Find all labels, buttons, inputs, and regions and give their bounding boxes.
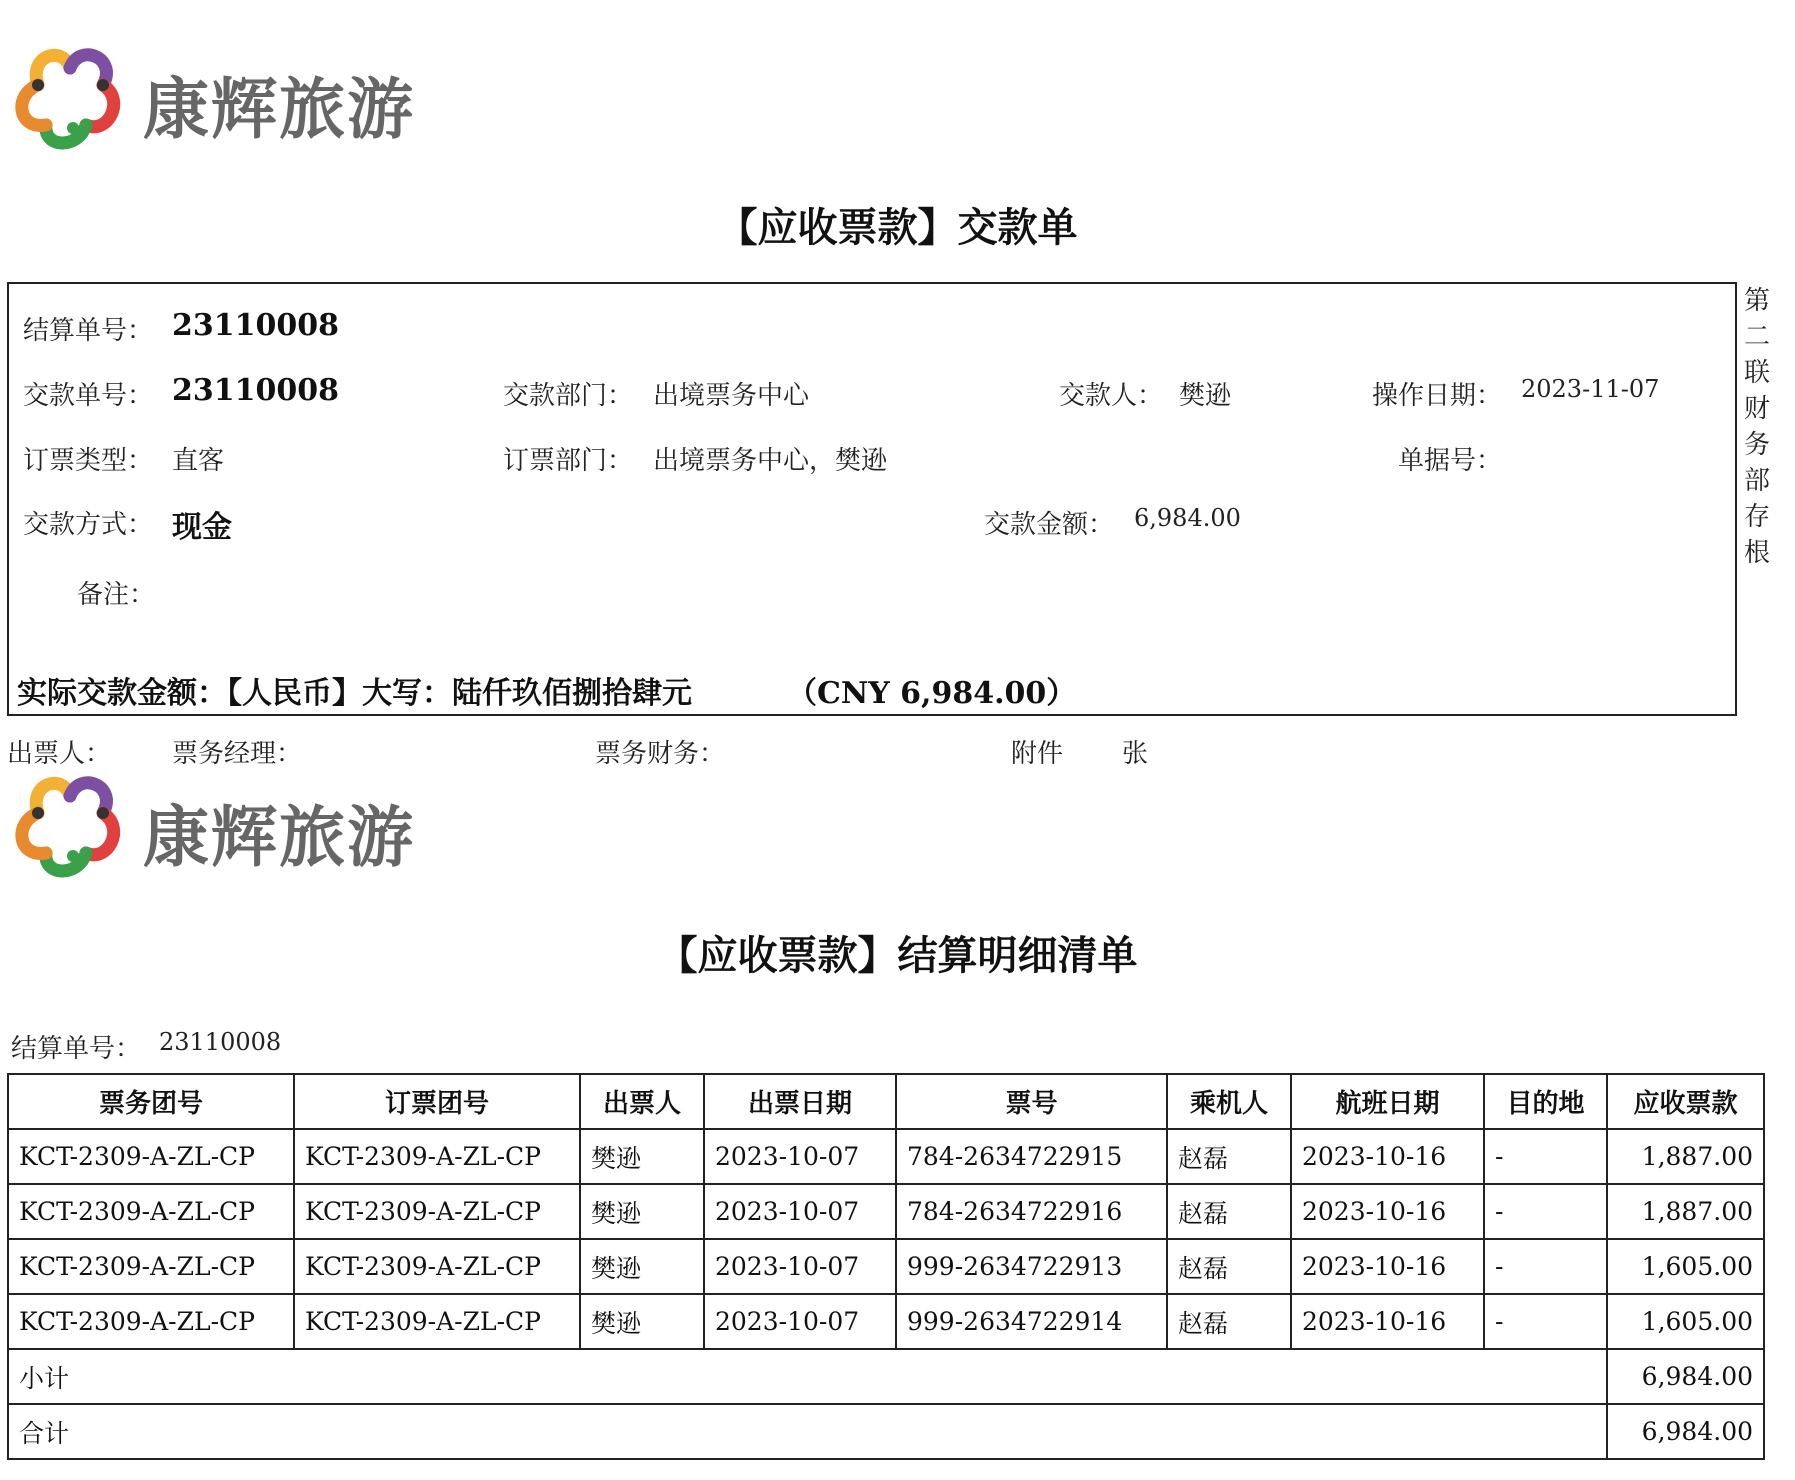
table-cell: 2023-10-16: [1291, 1239, 1484, 1294]
payment-method: 现金: [172, 510, 232, 545]
table-cell: 1,605.00: [1607, 1239, 1764, 1294]
subtotal-row: [8, 1349, 1764, 1404]
receipt-title: 【应收票款】交款单: [717, 205, 1078, 251]
table-cell: 999-2634722914: [896, 1294, 1167, 1349]
column-header: 目的地: [1484, 1074, 1607, 1129]
table-cell: -: [1484, 1239, 1607, 1294]
table-cell: 2023-10-16: [1291, 1294, 1484, 1349]
subtotal-label: 小计: [8, 1349, 1607, 1404]
logo-text: 康辉旅游: [143, 799, 415, 876]
column-header: 票务团号: [8, 1074, 294, 1129]
payment-dept-label: 交款部门：: [503, 381, 634, 411]
table-cell: 2023-10-07: [704, 1184, 896, 1239]
finance-signature-label: 票务财务：: [595, 739, 726, 769]
actual-amount-text: 实际交款金额：【人民币】大写：陆仟玖佰捌拾肆元: [17, 676, 692, 711]
payer: 樊逊: [1179, 381, 1232, 411]
table-cell: KCT-2309-A-ZL-CP: [8, 1129, 294, 1184]
column-header: 出票日期: [704, 1074, 896, 1129]
issuer-signature-label: 出票人：: [7, 739, 112, 769]
total-row: [8, 1404, 1764, 1459]
table-cell: -: [1484, 1294, 1607, 1349]
payer-label: 交款人：: [1059, 381, 1164, 411]
table-cell: 樊逊: [580, 1184, 704, 1239]
table-cell: 赵磊: [1167, 1294, 1291, 1349]
company-logo: [8, 40, 428, 148]
column-header: 应收票款: [1607, 1074, 1764, 1129]
table-cell: KCT-2309-A-ZL-CP: [294, 1294, 580, 1349]
table-cell: -: [1484, 1184, 1607, 1239]
table-cell: KCT-2309-A-ZL-CP: [8, 1184, 294, 1239]
op-date: 2023-11-07: [1521, 375, 1660, 403]
column-header: 票号: [896, 1074, 1167, 1129]
detail-table: [7, 1073, 1765, 1460]
table-row: [8, 1294, 1764, 1349]
table-header-row: [8, 1074, 1764, 1129]
column-header: 乘机人: [1167, 1074, 1291, 1129]
copy-note-char: 部: [1743, 466, 1770, 496]
table-cell: KCT-2309-A-ZL-CP: [8, 1239, 294, 1294]
amount: 6,984.00: [1134, 504, 1241, 532]
table-cell: 2023-10-16: [1291, 1129, 1484, 1184]
payment-method-label: 交款方式：: [23, 510, 154, 540]
booking-dept-label: 订票部门：: [503, 446, 634, 476]
table-cell: 樊逊: [580, 1294, 704, 1349]
table-cell: 赵磊: [1167, 1129, 1291, 1184]
booking-dept: 出境票务中心，樊逊: [653, 446, 888, 476]
detail-title: 【应收票款】结算明细清单: [657, 933, 1138, 979]
copy-note-char: 联: [1743, 358, 1770, 388]
table-cell: KCT-2309-A-ZL-CP: [294, 1239, 580, 1294]
settlement-no: 23110008: [172, 308, 339, 343]
table-row: [8, 1184, 1764, 1239]
table-cell: 1,605.00: [1607, 1294, 1764, 1349]
copy-note-char: 存: [1743, 502, 1770, 532]
op-date-label: 操作日期：: [1372, 381, 1503, 411]
flower-logo-icon: [8, 40, 128, 152]
table-cell: 樊逊: [580, 1239, 704, 1294]
table-cell: 784-2634722916: [896, 1184, 1167, 1239]
table-row: [8, 1239, 1764, 1294]
flower-logo-icon: [8, 768, 128, 880]
detail-settlement-no: 23110008: [159, 1028, 282, 1056]
table-cell: -: [1484, 1129, 1607, 1184]
sheets-label: 张: [1122, 739, 1149, 769]
table-cell: 赵磊: [1167, 1184, 1291, 1239]
receipt-box: [7, 282, 1737, 716]
settlement-no-label: 结算单号：: [23, 316, 154, 346]
table-cell: 1,887.00: [1607, 1184, 1764, 1239]
copy-note-char: 第: [1743, 286, 1770, 316]
doc-no-label: 单据号：: [1398, 446, 1503, 476]
copy-note-char: 二: [1743, 322, 1770, 352]
table-row: [8, 1129, 1764, 1184]
actual-amount-cny: （CNY 6,984.00）: [787, 676, 1077, 711]
total-label: 合计: [8, 1404, 1607, 1459]
column-header: 出票人: [580, 1074, 704, 1129]
attachment-label: 附件: [1011, 739, 1064, 769]
table-cell: 999-2634722913: [896, 1239, 1167, 1294]
table-cell: KCT-2309-A-ZL-CP: [8, 1294, 294, 1349]
copy-note: [1742, 283, 1772, 571]
table-cell: KCT-2309-A-ZL-CP: [294, 1184, 580, 1239]
table-cell: 2023-10-16: [1291, 1184, 1484, 1239]
table-cell: 2023-10-07: [704, 1239, 896, 1294]
payment-dept: 出境票务中心: [653, 381, 810, 411]
table-cell: 赵磊: [1167, 1239, 1291, 1294]
manager-signature-label: 票务经理：: [172, 739, 303, 769]
table-cell: KCT-2309-A-ZL-CP: [294, 1129, 580, 1184]
booking-type-label: 订票类型：: [23, 446, 154, 476]
total-value: 6,984.00: [1607, 1404, 1764, 1459]
payment-no-label: 交款单号：: [23, 381, 154, 411]
subtotal-value: 6,984.00: [1607, 1349, 1764, 1404]
table-cell: 2023-10-07: [704, 1294, 896, 1349]
amount-label: 交款金额：: [984, 510, 1115, 540]
copy-note-char: 财: [1743, 394, 1770, 424]
logo-text: 康辉旅游: [143, 71, 415, 148]
column-header: 订票团号: [294, 1074, 580, 1129]
remark-label: 备注：: [77, 580, 156, 610]
table-cell: 784-2634722915: [896, 1129, 1167, 1184]
copy-note-char: 务: [1743, 430, 1770, 460]
column-header: 航班日期: [1291, 1074, 1484, 1129]
table-cell: 1,887.00: [1607, 1129, 1764, 1184]
booking-type: 直客: [172, 446, 225, 476]
copy-note-char: 根: [1743, 538, 1770, 568]
detail-settlement-no-label: 结算单号：: [11, 1034, 142, 1064]
payment-no: 23110008: [172, 373, 339, 408]
table-cell: 樊逊: [580, 1129, 704, 1184]
table-cell: 2023-10-07: [704, 1129, 896, 1184]
company-logo: [8, 768, 428, 876]
